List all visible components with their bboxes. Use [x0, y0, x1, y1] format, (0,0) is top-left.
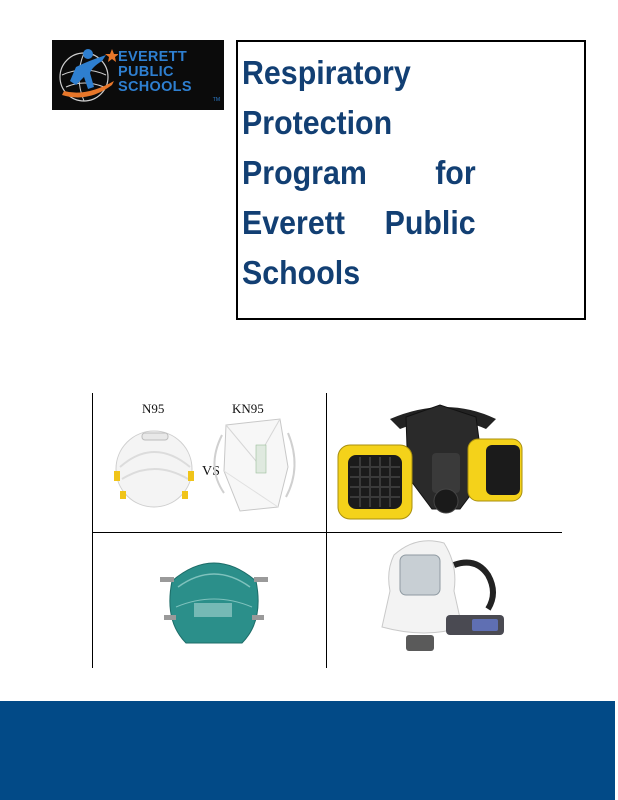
district-logo — [52, 40, 224, 110]
papr-hood-icon — [376, 535, 516, 661]
teal-n95-respirator-icon — [154, 541, 274, 651]
title-word: Program — [242, 154, 367, 191]
title-line — [242, 54, 476, 92]
title-line — [242, 104, 476, 142]
n95-label: N95 — [142, 401, 165, 416]
half-face-respirator-icon — [336, 397, 556, 529]
title-line — [242, 254, 476, 292]
vs-label: VS — [202, 464, 220, 479]
title-word: Respiratory — [242, 54, 411, 91]
title-word: Public — [384, 204, 476, 241]
globe-figure-icon — [56, 45, 118, 105]
kn95-label: KN95 — [232, 401, 264, 416]
logo-line: SCHOOLS — [118, 79, 192, 95]
logo-line: EVERETT — [118, 49, 187, 65]
grid-divider — [92, 393, 93, 668]
n95-vs-kn95-masks-icon — [102, 397, 316, 527]
grid-divider — [92, 532, 562, 533]
footer-band — [0, 701, 615, 800]
title-word: for — [435, 154, 476, 191]
title-line — [242, 204, 476, 242]
respirator-image-grid — [92, 393, 562, 668]
title-box — [236, 40, 586, 320]
title-word: Everett — [242, 204, 345, 241]
title-word: Protection — [242, 104, 393, 141]
trademark: TM — [212, 97, 220, 103]
logo-line: PUBLIC — [118, 64, 174, 80]
title-line — [242, 154, 476, 192]
grid-divider — [326, 393, 327, 668]
title-word: Schools — [242, 254, 361, 291]
